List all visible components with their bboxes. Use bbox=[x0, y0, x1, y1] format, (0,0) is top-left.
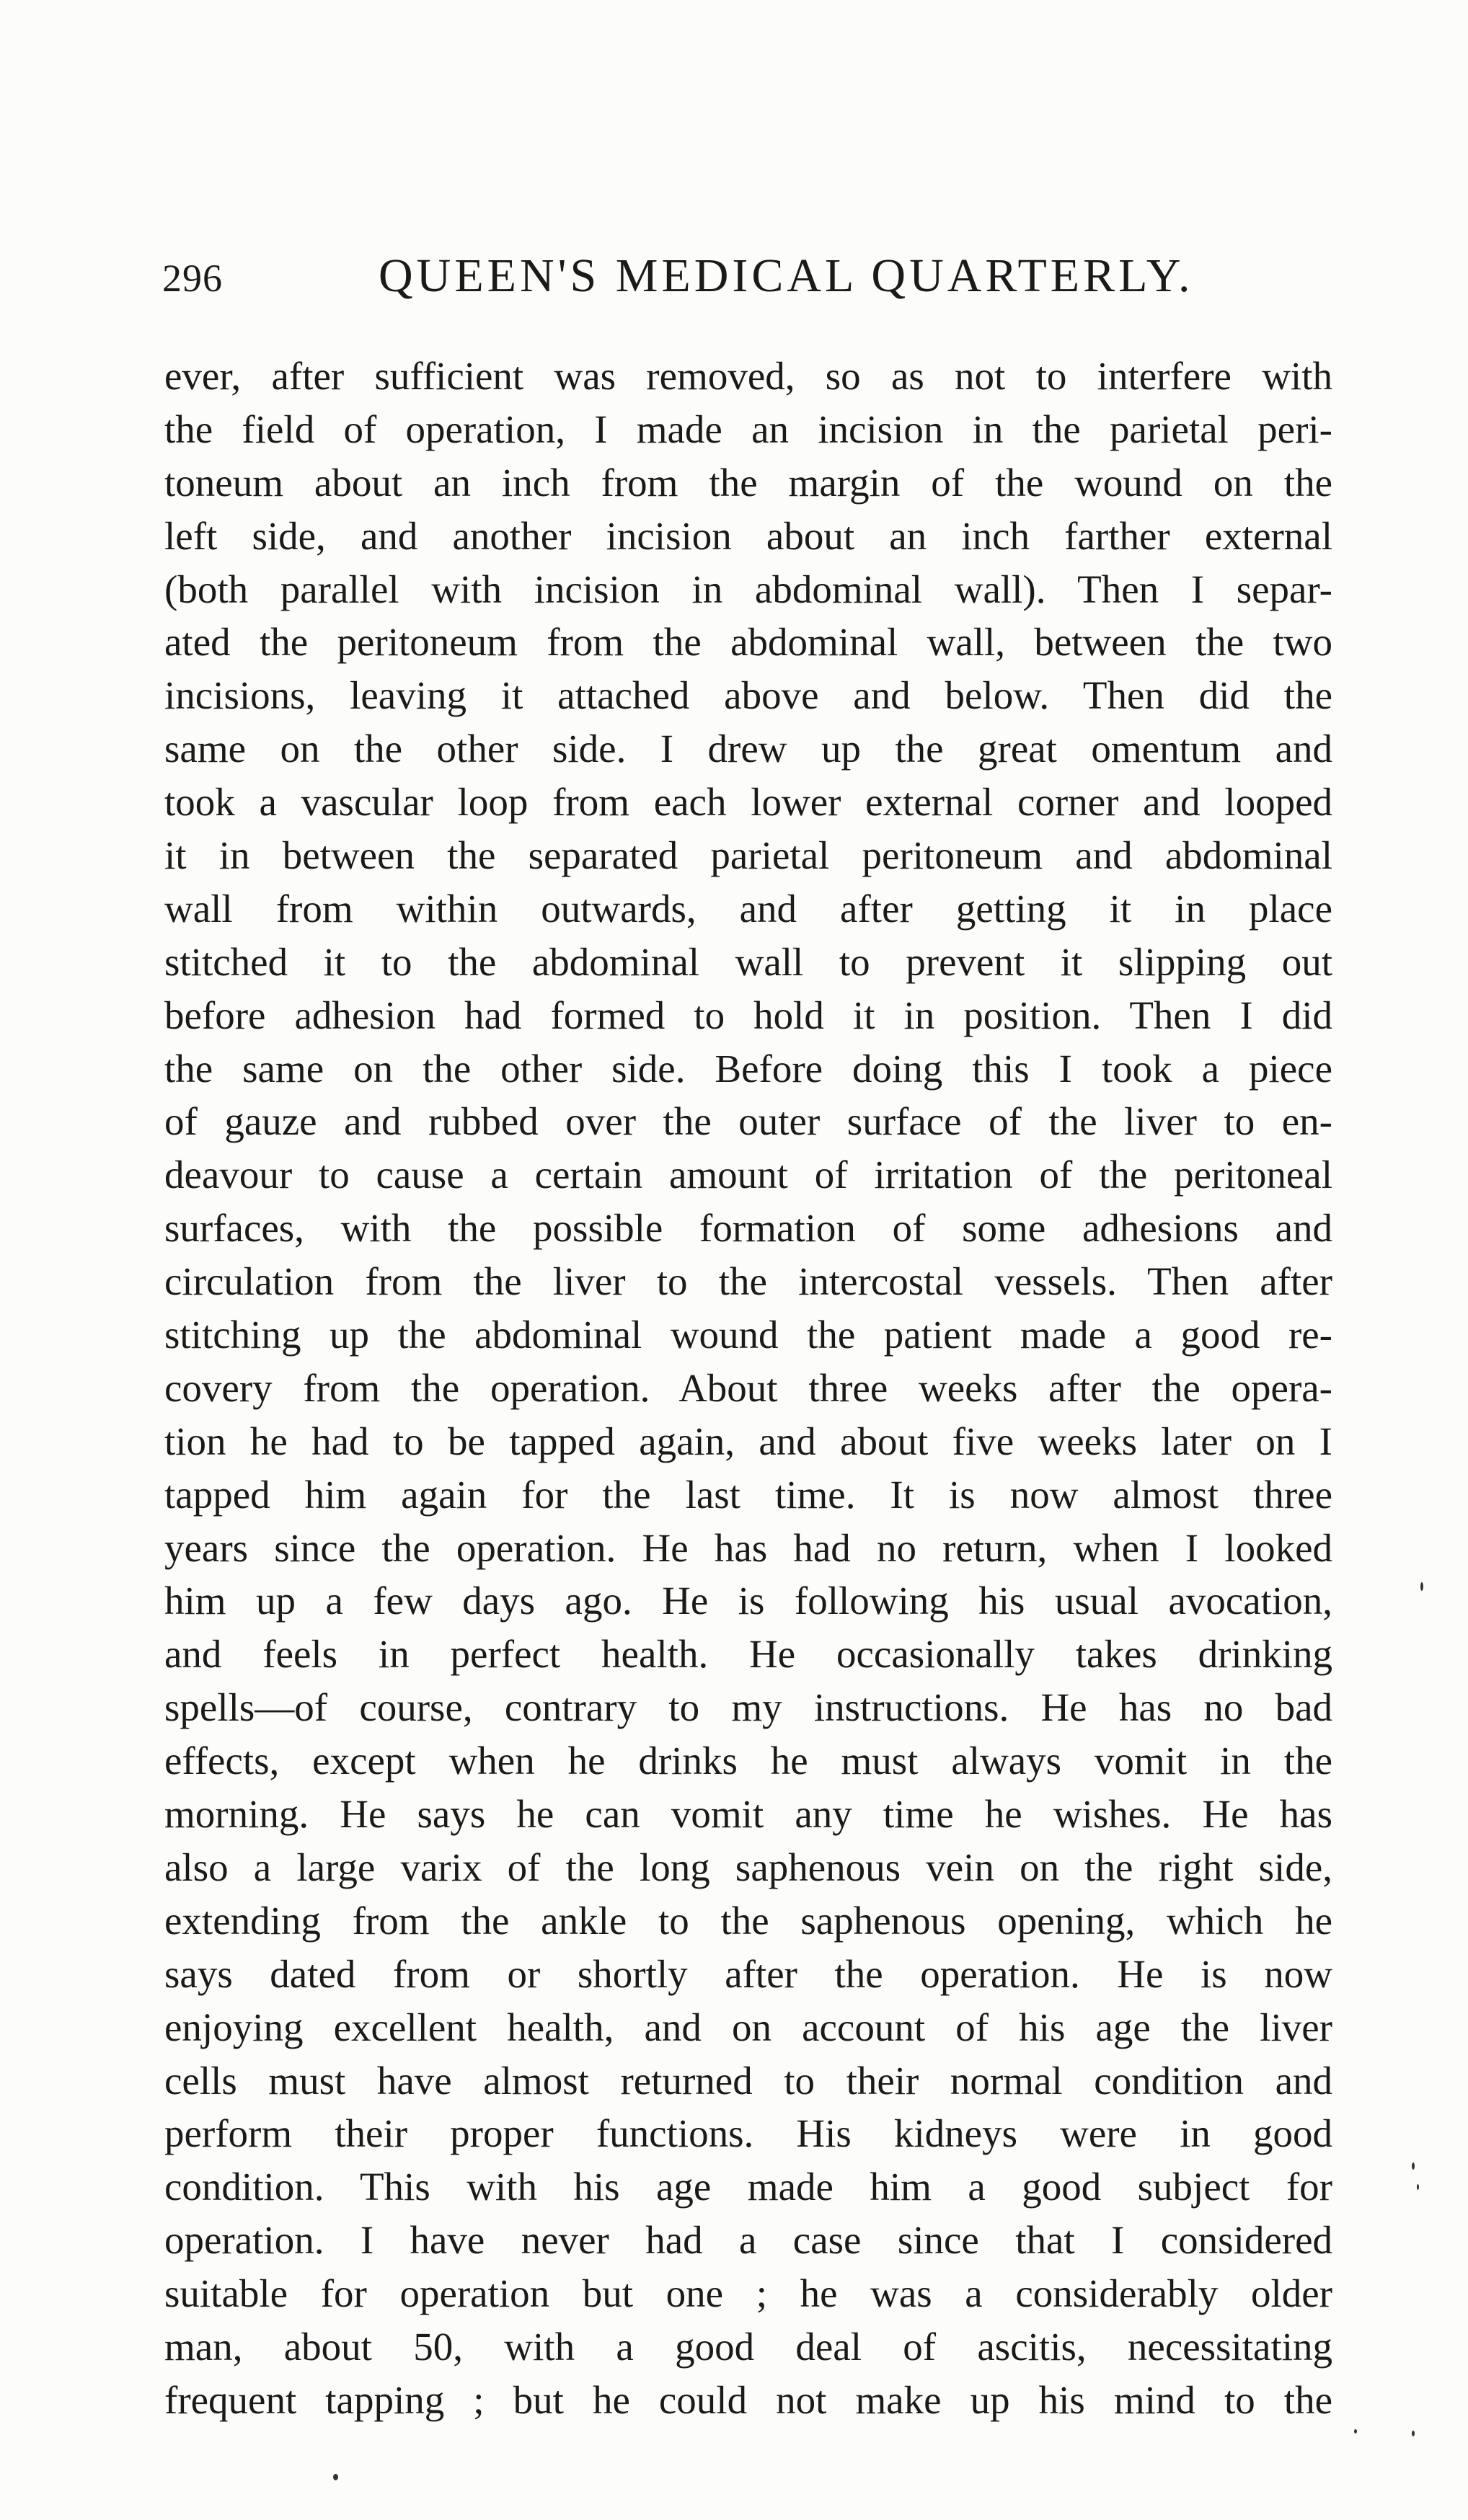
text-line: tapped him again for the last time. It is now almost three bbox=[164, 1472, 1332, 1517]
scan-speck bbox=[1412, 2431, 1415, 2436]
text-line: toneum about an inch from the margin of the wound on the bbox=[164, 460, 1332, 505]
text-line: (both parallel with incision in abdominal wall). Then I separ- bbox=[164, 567, 1332, 611]
text-line: circulation from the liver to the intercostal vessels. Then after bbox=[164, 1259, 1332, 1304]
text-line: stitched it to the abdominal wall to prevent it slipping out bbox=[164, 939, 1332, 984]
text-line: condition. This with his age made him a good subject for bbox=[164, 2165, 1332, 2209]
text-line: same on the other side. I drew up the great omentum and bbox=[164, 727, 1332, 771]
text-line: man, about 50, with a good deal of ascitis, necessitating bbox=[164, 2324, 1332, 2369]
text-line: years since the operation. He has had no return, when I looked bbox=[164, 1525, 1332, 1570]
text-line: of gauze and rubbed over the outer surface of the liver to en- bbox=[164, 1099, 1332, 1144]
scan-speck bbox=[1412, 2162, 1415, 2170]
text-line: spells—of course, contrary to my instructions. He has no bad bbox=[164, 1685, 1332, 1730]
text-line: the field of operation, I made an incision in the parietal peri- bbox=[164, 407, 1332, 451]
text-line: him up a few days ago. He is following his usual avocation, bbox=[164, 1579, 1332, 1623]
body-text bbox=[164, 350, 1332, 2427]
text-line: frequent tapping ; but he could not make up his mind to the bbox=[164, 2377, 1332, 2422]
text-line: enjoying excellent health, and on account of his age the liver bbox=[164, 2005, 1332, 2049]
text-line: effects, except when he drinks he must always vomit in the bbox=[164, 1739, 1332, 1783]
text-line: it in between the separated parietal peritoneum and abdominal bbox=[164, 833, 1332, 878]
text-line: surfaces, with the possible formation of some adhesions and bbox=[164, 1206, 1332, 1251]
text-line: extending from the ankle to the saphenous opening, which he bbox=[164, 1898, 1332, 1943]
running-head: QUEEN'S MEDICAL QUARTERLY. bbox=[379, 249, 1194, 302]
text-line: the same on the other side. Before doing this I took a piece bbox=[164, 1046, 1332, 1091]
text-line: before adhesion had formed to hold it in position. Then I did bbox=[164, 993, 1332, 1037]
text-line: and feels in perfect health. He occasionally takes drinking bbox=[164, 1632, 1332, 1677]
text-line: ated the peritoneum from the abdominal wall, between the two bbox=[164, 620, 1332, 665]
text-line: took a vascular loop from each lower external corner and looped bbox=[164, 780, 1332, 825]
text-line: morning. He says he can vomit any time he wishes. He has bbox=[164, 1792, 1332, 1837]
text-line: perform their proper functions. His kidneys were in good bbox=[164, 2111, 1332, 2156]
text-line: cells must have almost returned to their normal condition and bbox=[164, 2058, 1332, 2103]
page-header bbox=[162, 249, 1345, 314]
page-number: 296 bbox=[162, 257, 223, 300]
text-line: operation. I have never had a case since that I considered bbox=[164, 2218, 1332, 2263]
scan-speck bbox=[1420, 1582, 1423, 1591]
scan-speck bbox=[1417, 2184, 1419, 2190]
text-line: covery from the operation. About three weeks after the opera- bbox=[164, 1365, 1332, 1410]
scan-speck bbox=[333, 2474, 338, 2480]
text-line: ever, after sufficient was removed, so as not to interfere with bbox=[164, 354, 1332, 398]
text-line: left side, and another incision about an inch farther external bbox=[164, 513, 1332, 558]
text-line: incisions, leaving it attached above and below. Then did the bbox=[164, 673, 1332, 718]
text-line: stitching up the abdominal wound the patient made a good re- bbox=[164, 1313, 1332, 1357]
text-line: suitable for operation but one ; he was a considerably older bbox=[164, 2271, 1332, 2316]
text-line: also a large varix of the long saphenous vein on the right side, bbox=[164, 1845, 1332, 1889]
text-line: says dated from or shortly after the operation. He is now bbox=[164, 1951, 1332, 1996]
text-line: wall from within outwards, and after getting it in place bbox=[164, 886, 1332, 931]
scan-speck bbox=[1354, 2429, 1357, 2434]
text-line: tion he had to be tapped again, and about five weeks later on I bbox=[164, 1419, 1332, 1463]
text-line: deavour to cause a certain amount of irritation of the peritoneal bbox=[164, 1153, 1332, 1197]
